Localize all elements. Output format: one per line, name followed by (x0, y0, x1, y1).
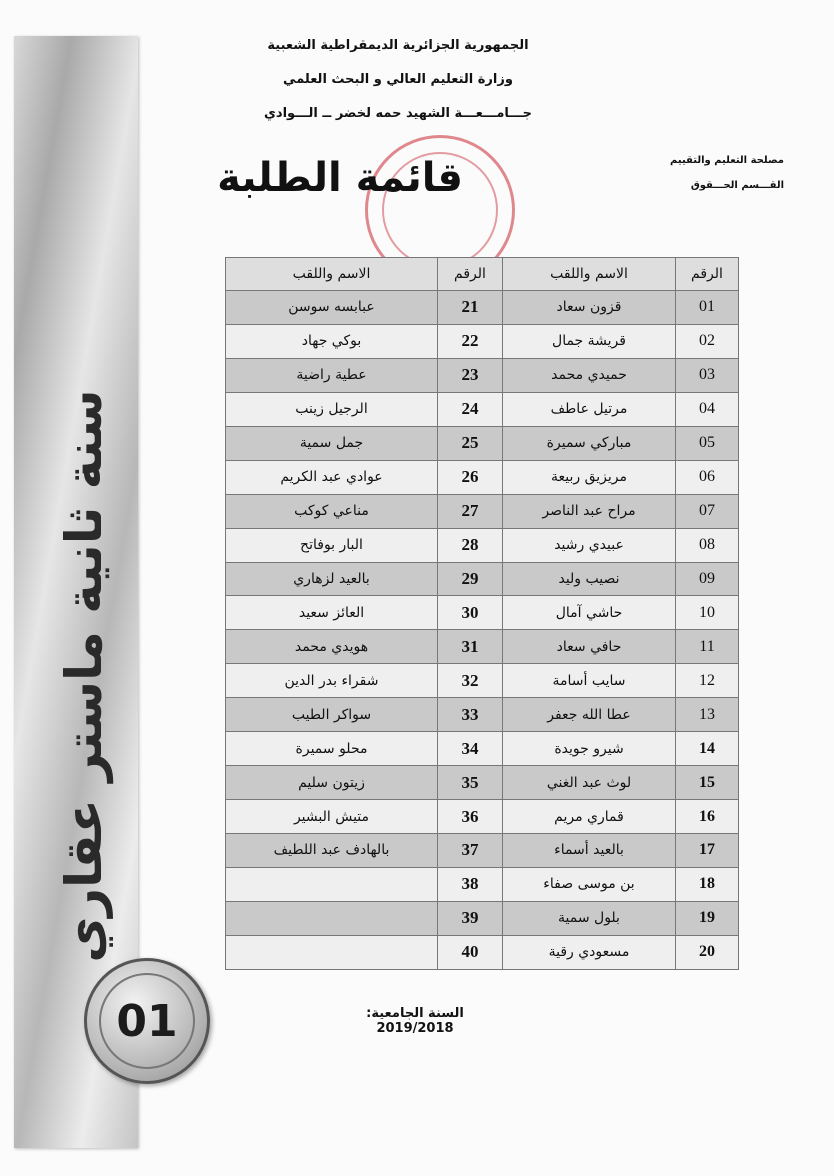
row-number-1: 13 (676, 698, 739, 732)
level-badge-number: 01 (99, 973, 195, 1069)
table-row (226, 562, 739, 596)
row-number-1: 12 (676, 664, 739, 698)
row-number-2: 29 (438, 562, 503, 596)
academic-year: السنة الجامعية: 2019/2018 (366, 1006, 464, 1036)
row-number-2: 25 (438, 426, 503, 460)
row-number-1: 14 (676, 732, 739, 766)
row-name-2 (226, 867, 438, 901)
row-name-1: مرتيل عاطف (503, 392, 676, 426)
row-name-2: بوكي جهاد (226, 324, 438, 358)
table-header-row (226, 258, 739, 291)
row-name-1: نصيب وليد (503, 562, 676, 596)
table-row (226, 867, 739, 901)
row-name-1: بن موسى صفاء (503, 867, 676, 901)
row-name-2: العائز سعيد (226, 596, 438, 630)
row-number-2: 22 (438, 324, 503, 358)
table-row (226, 528, 739, 562)
table-row (226, 664, 739, 698)
level-badge (84, 958, 210, 1084)
row-name-2: شقراء بدر الدين (226, 664, 438, 698)
table-body (226, 291, 739, 970)
table-row (226, 800, 739, 834)
table-row (226, 392, 739, 426)
row-name-1: شيرو جويدة (503, 732, 676, 766)
row-number-2: 34 (438, 732, 503, 766)
row-name-2: مناعي كوكب (226, 494, 438, 528)
page-title: قائمة الطلبة (217, 155, 463, 201)
row-number-1: 09 (676, 562, 739, 596)
row-name-2: بالعيد لزهاري (226, 562, 438, 596)
row-number-1: 02 (676, 324, 739, 358)
row-number-1: 18 (676, 867, 739, 901)
row-name-1: مراح عبد الناصر (503, 494, 676, 528)
row-name-2: البار بوفاتح (226, 528, 438, 562)
row-name-1: قزون سعاد (503, 291, 676, 325)
row-number-1: 04 (676, 392, 739, 426)
table-row (226, 596, 739, 630)
table-row (226, 901, 739, 935)
row-number-2: 27 (438, 494, 503, 528)
row-name-2: متيش البشير (226, 800, 438, 834)
row-number-2: 31 (438, 630, 503, 664)
row-name-1: عطا الله جعفر (503, 698, 676, 732)
row-number-1: 05 (676, 426, 739, 460)
row-name-1: بلول سمية (503, 901, 676, 935)
row-name-2: زيتون سليم (226, 766, 438, 800)
row-number-1: 17 (676, 834, 739, 868)
header-name-1: الاسم واللقب (503, 258, 676, 291)
row-number-2: 39 (438, 901, 503, 935)
row-number-1: 07 (676, 494, 739, 528)
table-row (226, 766, 739, 800)
row-name-2: عوادي عبد الكريم (226, 460, 438, 494)
header-ministry: وزارة التعليم العالي و البحث العلمي (283, 72, 513, 87)
header-number-1: الرقم (676, 258, 739, 291)
row-number-1: 11 (676, 630, 739, 664)
row-number-2: 38 (438, 867, 503, 901)
row-number-1: 19 (676, 901, 739, 935)
row-name-2: عطية راضية (226, 358, 438, 392)
row-name-2: عبابسه سوسن (226, 291, 438, 325)
row-number-1: 16 (676, 800, 739, 834)
row-number-2: 37 (438, 834, 503, 868)
table-row (226, 426, 739, 460)
row-name-2: جمل سمية (226, 426, 438, 460)
row-number-1: 08 (676, 528, 739, 562)
row-name-1: بالعيد أسماء (503, 834, 676, 868)
table-row (226, 834, 739, 868)
row-name-2: محلو سميرة (226, 732, 438, 766)
row-name-1: قماري مريم (503, 800, 676, 834)
row-number-2: 21 (438, 291, 503, 325)
table-row (226, 698, 739, 732)
row-name-1: سايب أسامة (503, 664, 676, 698)
row-name-2: بالهادف عبد اللطيف (226, 834, 438, 868)
table-row (226, 732, 739, 766)
dept-section: القـــسم الحـــقوق (690, 180, 784, 191)
students-table (225, 257, 739, 970)
table-row (226, 935, 739, 969)
table-row (226, 630, 739, 664)
row-name-2: الرجيل زينب (226, 392, 438, 426)
row-name-1: عبيدي رشيد (503, 528, 676, 562)
row-number-2: 23 (438, 358, 503, 392)
table-row (226, 494, 739, 528)
row-number-1: 10 (676, 596, 739, 630)
row-number-2: 28 (438, 528, 503, 562)
row-name-2: هويدي محمد (226, 630, 438, 664)
header-name-2: الاسم واللقب (226, 258, 438, 291)
row-name-1: لوث عبد الغني (503, 766, 676, 800)
row-number-2: 32 (438, 664, 503, 698)
row-name-2 (226, 901, 438, 935)
row-number-1: 03 (676, 358, 739, 392)
row-number-2: 30 (438, 596, 503, 630)
row-name-2 (226, 935, 438, 969)
row-name-1: حافي سعاد (503, 630, 676, 664)
header-republic: الجمهورية الجزائرية الديمقراطية الشعبية (267, 38, 529, 53)
header-university: جـــامـــعـــة الشهيد حمه لخضر ــ الـــوادي (264, 106, 532, 121)
sidebar-title: سنة ثانية ماستر عقاري (55, 389, 113, 963)
row-number-1: 01 (676, 291, 739, 325)
table-row (226, 291, 739, 325)
row-name-1: قريشة جمال (503, 324, 676, 358)
row-name-1: حاشي آمال (503, 596, 676, 630)
row-number-2: 24 (438, 392, 503, 426)
row-number-2: 33 (438, 698, 503, 732)
table-row (226, 324, 739, 358)
row-number-1: 06 (676, 460, 739, 494)
row-name-1: مباركي سميرة (503, 426, 676, 460)
row-number-2: 35 (438, 766, 503, 800)
row-number-2: 26 (438, 460, 503, 494)
row-name-1: مسعودي رقية (503, 935, 676, 969)
row-number-1: 20 (676, 935, 739, 969)
row-number-2: 36 (438, 800, 503, 834)
table-row (226, 460, 739, 494)
row-name-1: مريزيق ربيعة (503, 460, 676, 494)
row-name-2: سواكر الطيب (226, 698, 438, 732)
dept-service: مصلحة التعليم والتقييم (670, 155, 784, 166)
row-number-1: 15 (676, 766, 739, 800)
header-number-2: الرقم (438, 258, 503, 291)
table-row (226, 358, 739, 392)
row-name-1: حميدي محمد (503, 358, 676, 392)
row-number-2: 40 (438, 935, 503, 969)
